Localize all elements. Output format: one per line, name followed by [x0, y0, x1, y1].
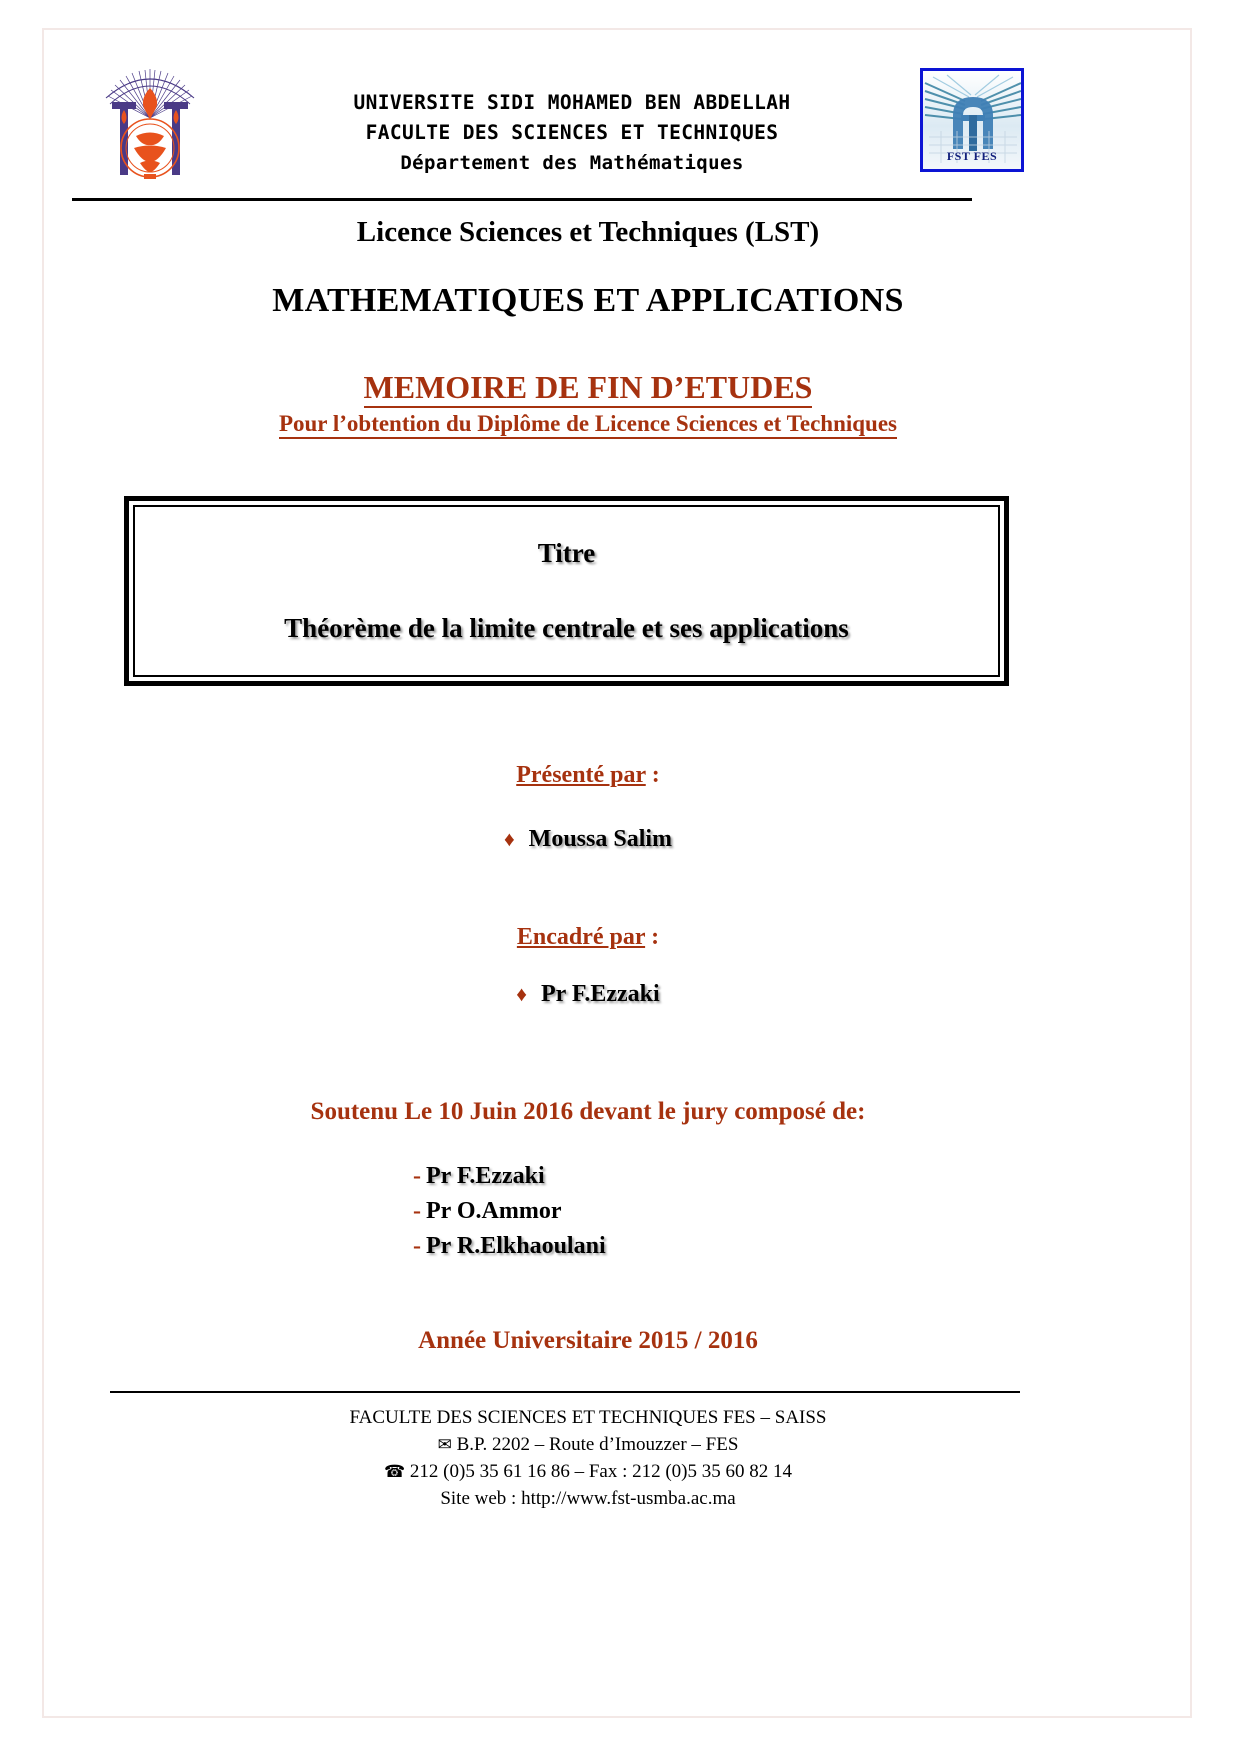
jury-list — [413, 1159, 833, 1264]
footer-website-line: Site web : http://www.fst-usmba.ac.ma — [440, 1488, 736, 1509]
university-seal-logo — [98, 62, 202, 188]
jury-member-name: Pr O.Ammor — [426, 1198, 562, 1224]
thesis-title-box — [124, 496, 1009, 686]
thesis-title-label: Titre — [537, 538, 596, 568]
jury-member — [413, 1229, 833, 1264]
jury-dash: - — [413, 1198, 421, 1224]
supervised-by-label-underlined: Encadré par — [516, 924, 646, 950]
document-header — [72, 58, 1072, 198]
memoir-subheading — [58, 411, 1118, 437]
institution-line-1: UNIVERSITE SIDI MOHAMED BEN ABDELLAH — [353, 91, 791, 114]
academic-year: Année Universitaire 2015 / 2016 — [418, 1327, 758, 1354]
memoir-subheading-text: Pour l’obtention du Diplôme de Licence Sciences et Techniques — [279, 411, 897, 439]
cover-sheet — [58, 44, 1178, 1706]
thesis-title-content — [135, 507, 998, 675]
jury-member — [413, 1194, 833, 1229]
diamond-bullet-icon: ♦ — [516, 982, 528, 1006]
diamond-bullet-icon: ♦ — [503, 827, 515, 851]
footer-divider — [110, 1391, 1020, 1393]
department-title: MATHEMATIQUES ET APPLICATIONS — [272, 282, 904, 319]
presented-by-label-suffix: : — [645, 762, 660, 788]
telephone-icon: ☎ — [383, 1462, 406, 1481]
presented-by-label-underlined: Présenté par — [516, 762, 646, 788]
supervised-by-label-suffix: : — [645, 924, 660, 950]
supervisor-name: Pr F.Ezzaki — [541, 981, 660, 1007]
jury-dash: - — [413, 1233, 421, 1259]
fst-fes-logo — [920, 68, 1024, 172]
footer-address-line — [58, 1431, 1118, 1458]
document-footer — [58, 1404, 1118, 1512]
memoir-heading — [58, 369, 1118, 406]
memoir-heading-text: MEMOIRE DE FIN D’ETUDES — [364, 369, 813, 408]
jury-member-name: Pr R.Elkhaoulani — [426, 1233, 606, 1259]
program-title: Licence Sciences et Techniques (LST) — [356, 216, 820, 248]
footer-address-text: B.P. 2202 – Route d’Imouzzer – FES — [456, 1434, 739, 1455]
header-divider — [72, 198, 972, 201]
institution-title — [262, 88, 882, 178]
footer-phone-line — [58, 1458, 1118, 1485]
presented-by-label — [58, 762, 1118, 789]
thesis-title-box-inner-border — [133, 505, 1000, 677]
student-name: Moussa Salim — [528, 826, 673, 852]
thesis-subject: Théorème de la limite centrale et ses applications — [284, 613, 849, 643]
jury-member-name: Pr F.Ezzaki — [426, 1163, 545, 1189]
student-entry — [58, 826, 1118, 853]
footer-phone-text: 212 (0)5 35 61 16 86 – Fax : 212 (0)5 35 60 82 14 — [409, 1461, 793, 1482]
fst-fes-logo-text: FST FES — [946, 149, 998, 163]
supervised-by-label — [58, 924, 1118, 951]
institution-line-2: FACULTE DES SCIENCES ET TECHNIQUES — [365, 121, 779, 144]
footer-faculty-line: FACULTE DES SCIENCES ET TECHNIQUES FES – SAISS — [349, 1407, 827, 1428]
defense-line: Soutenu Le 10 Juin 2016 devant le jury composé de: — [310, 1098, 866, 1125]
institution-line-3: Département des Mathématiques — [400, 152, 744, 174]
envelope-icon: ✉ — [437, 1435, 452, 1454]
supervisor-entry — [58, 981, 1118, 1008]
jury-dash: - — [413, 1163, 421, 1189]
jury-member — [413, 1159, 833, 1194]
